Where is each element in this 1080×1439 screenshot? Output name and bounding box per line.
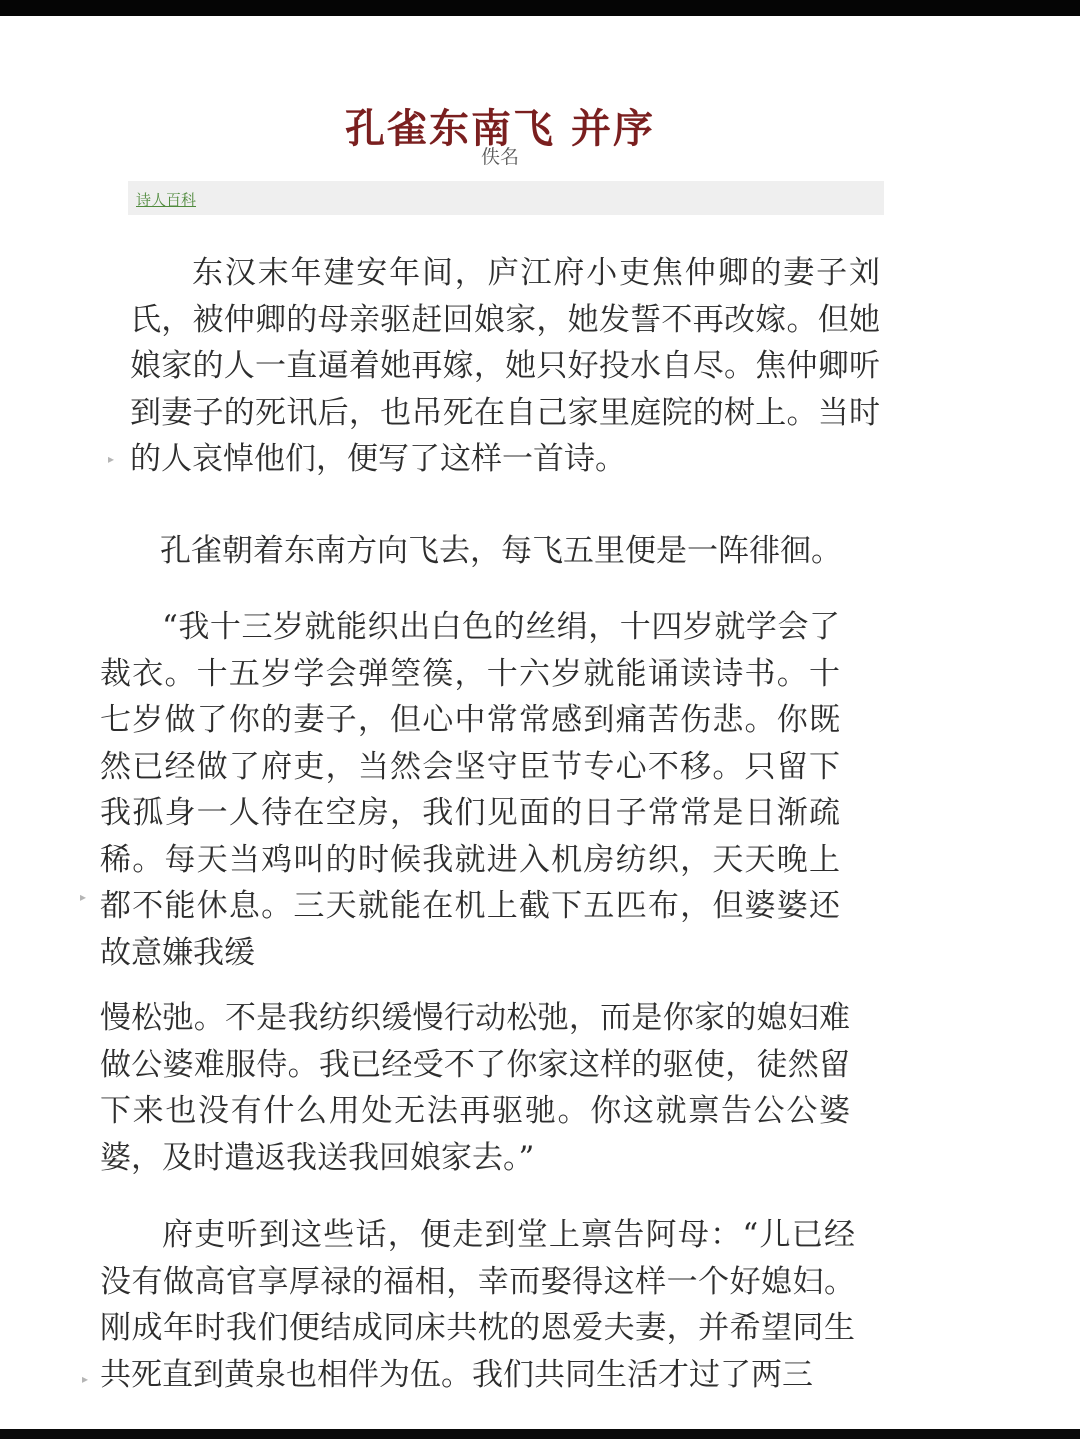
poet-encyclopedia-link[interactable]: 诗人百科 — [136, 191, 197, 209]
paragraph-preface: 东汉末年建安年间，庐江府小吏焦仲卿的妻子刘氏，被仲卿的母亲驱赶回娘家，她发誓不再改嫁。但她娘家的人一直逼着她再嫁，她只好投水自尽。焦仲卿听到妻子的死讯后，也吊死在自己家里庭院的树上。当时的人哀悼他们，便写了这样一首诗。 — [130, 255, 880, 477]
info-bar — [128, 181, 884, 215]
paragraph-marker-icon: ▸ — [82, 1372, 89, 1386]
bottom-bar — [0, 1429, 1080, 1439]
paragraph-speech-continued: 慢松弛。不是我纺织缓慢行动松弛，而是你家的媳妇难做公婆难服侍。我已经受不了你家这样的驱使，徒然留下来也没有什么用处无法再驱驰。你这就禀告公公婆婆，及时遣返我送我回娘家去。” — [100, 1000, 850, 1176]
paragraph-marker-icon: ▸ — [80, 890, 87, 904]
top-status-bar — [0, 0, 1080, 16]
paragraph-opening: 孔雀朝着东南方向飞去，每飞五里便是一阵徘徊。 — [160, 533, 842, 569]
paragraph-marker-icon: ▸ — [108, 452, 115, 466]
author-name: 佚名 — [480, 146, 519, 168]
page-title: 孔雀东南飞 并序 — [345, 104, 655, 152]
paragraph-reply: 府吏听到这些话，便走到堂上禀告阿母：“儿已经没有做高官享厚禄的福相，幸而娶得这样一个好媳妇。刚成年时我们便结成同床共枕的恩爱夫妻，并希望同生共死直到黄泉也相伴为伍。我们共同生活才过了两三 — [100, 1217, 855, 1393]
paragraph-speech: “我十三岁就能织出白色的丝绢，十四岁就学会了裁衣。十五岁学会弹箜篌，十六岁就能诵读诗书。十七岁做了你的妻子，但心中常常感到痛苦伤悲。你既然已经做了府吏，当然会坚守臣节专心不移。只留下我孤身一人待在空房，我们见面的日子常常是日渐疏稀。每天当鸡叫的时候我就进入机房纺织，天天晚上都不能休息。三天就能在机上截下五匹布，但婆婆还故意嫌我缓 — [100, 609, 840, 971]
